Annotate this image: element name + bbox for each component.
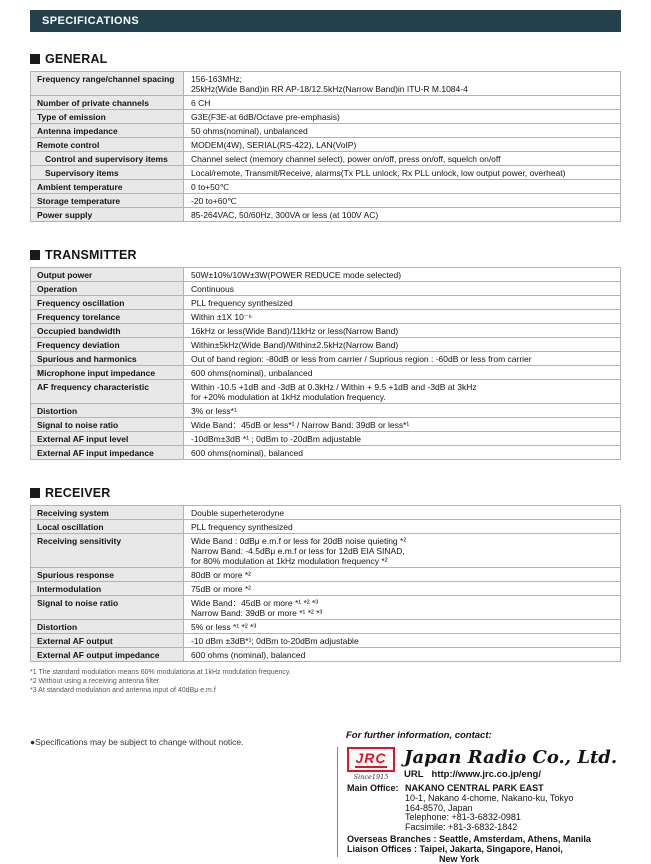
spec-label: Local oscillation xyxy=(31,520,184,533)
footnote-2: *2 Without using a receiving antenna filter xyxy=(30,678,160,685)
spec-row xyxy=(31,582,620,596)
spec-value: 16kHz or less(Wide Band)/11kHz or less(Narrow Band) xyxy=(191,326,399,336)
receiver-spec-table xyxy=(30,505,621,662)
office-line: 10-1, Nakano 4-chome, Nakano-ku, Tokyo xyxy=(405,792,574,803)
spec-row xyxy=(31,96,620,110)
spec-label: External AF output impedance xyxy=(31,648,184,661)
spec-value: MODEM(4W), SERIAL(RS-422), LAN(VoIP) xyxy=(191,140,357,150)
footnote-1: *1 The standard modulation means 60% modulationa at 1kHz modulation frequency. xyxy=(30,669,291,676)
spec-value: Wide Band : 0dBμ e.m.f or less for 20dB noise quieting *² Narrow Band: -4.5dBμ e.m.f or less for 12dB EIA SINAD, for 80% modulation at 1kHz modulation frequency *² xyxy=(191,536,407,566)
spec-value: 156-163MHz; 25kHz(Wide Band)in RR AP-18/12.5kHz(Narrow Band)in ITU-R M.1084-4 xyxy=(191,74,468,94)
spec-row xyxy=(31,138,620,152)
spec-row xyxy=(31,352,620,366)
spec-row xyxy=(31,110,620,124)
spec-value: Continuous xyxy=(191,284,235,294)
change-notice: ●Specifications may be subject to change without notice. xyxy=(30,737,244,747)
office-line: 164-8570, Japan xyxy=(405,802,473,813)
spec-row xyxy=(31,634,620,648)
company-url[interactable]: http://www.jrc.co.jp/eng/ xyxy=(431,769,541,780)
liaison-offices-cont: New York xyxy=(439,853,480,864)
spec-label: Signal to noise ratio xyxy=(31,596,184,619)
section-title xyxy=(30,248,621,262)
spec-value: 50W±10%/10W±3W(POWER REDUCE mode selected) xyxy=(191,270,402,280)
spec-label: External AF output xyxy=(31,634,184,647)
spec-row xyxy=(31,404,620,418)
spec-label: External AF input level xyxy=(31,432,184,445)
section-receiver xyxy=(30,486,621,662)
spec-row xyxy=(31,124,620,138)
spec-label: Spurious response xyxy=(31,568,184,581)
spec-label: AF frequency characteristic xyxy=(31,380,184,403)
spec-row xyxy=(31,152,620,166)
spec-row xyxy=(31,620,620,634)
spec-row xyxy=(31,432,620,446)
spec-label: Operation xyxy=(31,282,184,295)
spec-row xyxy=(31,596,620,620)
section-bullet-icon xyxy=(30,488,40,498)
logo-row xyxy=(347,747,637,781)
main-office-row xyxy=(347,784,637,833)
transmitter-spec-table xyxy=(30,267,621,460)
spec-label: Type of emission xyxy=(31,110,184,123)
logo-column xyxy=(347,747,397,781)
spec-value: 600 ohms (nominal), balanced xyxy=(191,650,306,660)
spec-label: Receiving system xyxy=(31,506,184,519)
spec-row xyxy=(31,180,620,194)
spec-content xyxy=(30,32,621,695)
spec-row xyxy=(31,324,620,338)
specifications-header xyxy=(30,10,621,32)
spec-label: Number of private channels xyxy=(31,96,184,109)
spec-label: Spurious and harmonics xyxy=(31,352,184,365)
spec-value: Local/remote, Transmit/Receive, alarms(Tx PLL unlock, Rx PLL unlock, low output power, overheat) xyxy=(191,168,566,178)
spec-row xyxy=(31,446,620,460)
spec-row xyxy=(31,208,620,222)
office-line: Facsimile: +81-3-6832-1842 xyxy=(405,822,518,833)
spec-row xyxy=(31,418,620,432)
footnote-3: *3 At standard modulation and antenna input of 40dBμ e.m.f xyxy=(30,687,216,694)
spec-value: 0 to+50℃ xyxy=(191,182,230,192)
company-name-column xyxy=(404,747,637,780)
jrc-since-label: Since1915 xyxy=(353,773,389,781)
spec-row xyxy=(31,296,620,310)
liaison-offices: Liaison Offices : Taipei, Jakarta, Singapore, Hanoi, xyxy=(347,843,563,854)
spec-label: Microphone input impedance xyxy=(31,366,184,379)
spec-value: 50 ohms(nominal), unbalanced xyxy=(191,126,308,136)
spec-value: Double superheterodyne xyxy=(191,508,285,518)
contact-heading: For further information, contact: xyxy=(346,730,492,741)
spec-value: Channel select (memory channel select), power on/off, press on/off, squelch on/off xyxy=(191,154,501,164)
section-title-text: GENERAL xyxy=(45,52,108,66)
spec-label: Control and supervisory items xyxy=(31,152,184,165)
spec-value: -10 dBm ±3dB*¹; 0dBm to-20dBm adjustable xyxy=(191,636,359,646)
spec-value: PLL frequency synthesized xyxy=(191,522,293,532)
spec-value: 600 ohms(nominal), balanced xyxy=(191,448,303,458)
spec-value: Within -10.5 +1dB and -3dB at 0.3kHz / Within + 9.5 +1dB and -3dB at 3kHz for +20% modulation at 1kHz modulation frequency. xyxy=(191,382,477,402)
spec-value: PLL frequency synthesized xyxy=(191,298,293,308)
section-title xyxy=(30,52,621,66)
spec-value: 75dB or more *² xyxy=(191,584,251,594)
spec-label: Frequency oscillation xyxy=(31,296,184,309)
spec-label: Distortion xyxy=(31,620,184,633)
url-label: URL xyxy=(404,769,424,780)
spec-label: Output power xyxy=(31,268,184,281)
spec-row xyxy=(31,194,620,208)
section-title-text: RECEIVER xyxy=(45,486,111,500)
spec-value: 85-264VAC, 50/60Hz, 300VA or less (at 100V AC) xyxy=(191,210,379,220)
spec-value: 6 CH xyxy=(191,98,211,108)
spec-value: 600 ohms(nominal), unbalanced xyxy=(191,368,313,378)
spec-label: Antenna impedance xyxy=(31,124,184,137)
office-line: NAKANO CENTRAL PARK EAST xyxy=(405,783,544,793)
spec-label: Ambient temperature xyxy=(31,180,184,193)
spec-label: Storage temperature xyxy=(31,194,184,207)
spec-row xyxy=(31,380,620,404)
spec-value: -20 to+60℃ xyxy=(191,196,237,206)
main-office-lines xyxy=(405,784,637,833)
spec-row xyxy=(31,166,620,180)
spec-row xyxy=(31,366,620,380)
spec-value: 5% or less *¹ *² *³ xyxy=(191,622,257,632)
spec-row xyxy=(31,72,620,96)
section-general xyxy=(30,52,621,222)
spec-label: Distortion xyxy=(31,404,184,417)
spec-value: -10dBm±3dB *¹ ; 0dBm to -20dBm adjustable xyxy=(191,434,362,444)
spec-label: External AF input impedance xyxy=(31,446,184,459)
section-bullet-icon xyxy=(30,54,40,64)
section-title xyxy=(30,486,621,500)
url-line xyxy=(404,769,637,780)
main-office-label: Main Office: xyxy=(347,783,399,793)
spec-label: Signal to noise ratio xyxy=(31,418,184,431)
spec-row xyxy=(31,520,620,534)
section-bullet-icon xyxy=(30,250,40,260)
header-title: SPECIFICATIONS xyxy=(42,15,140,27)
contact-block xyxy=(337,747,637,864)
spec-label: Power supply xyxy=(31,208,184,221)
section-title-text: TRANSMITTER xyxy=(45,248,137,262)
spec-label: Occupied bandwidth xyxy=(31,324,184,337)
spec-value: Within±5kHz(Wide Band)/Within±2.5kHz(Narrow Band) xyxy=(191,340,399,350)
spec-value: Wide Band：45dB or less*¹ / Narrow Band: 39dB or less*¹ xyxy=(191,420,410,430)
spec-label: Frequency torelance xyxy=(31,310,184,323)
footnotes xyxy=(30,668,621,695)
spec-label: Frequency range/channel spacing xyxy=(31,72,184,95)
section-transmitter xyxy=(30,248,621,460)
spec-value: Wide Band：45dB or more *¹ *² *³ Narrow Band: 39dB or more *¹ *² *³ xyxy=(191,598,323,618)
spec-row xyxy=(31,268,620,282)
spec-row xyxy=(31,338,620,352)
spec-label: Receiving sensitivity xyxy=(31,534,184,567)
overseas-branches: Overseas Branches : Seattle, Amsterdam, Athens, Manila xyxy=(347,833,591,844)
spec-row xyxy=(31,568,620,582)
jrc-logo xyxy=(347,747,395,772)
company-name: Japan Radio Co., Ltd. xyxy=(404,747,618,768)
spec-value: 80dB or more *² xyxy=(191,570,251,580)
spec-row xyxy=(31,506,620,520)
spec-label: Frequency deviation xyxy=(31,338,184,351)
office-line: Telephone: +81-3-6832-0981 xyxy=(405,812,521,823)
spec-row xyxy=(31,282,620,296)
spec-value: G3E(F3E-at 6dB/Octave pre-emphasis) xyxy=(191,112,340,122)
spec-row xyxy=(31,310,620,324)
jrc-logo-text: JRC xyxy=(355,750,387,766)
general-spec-table xyxy=(30,71,621,222)
spec-label: Remote control xyxy=(31,138,184,151)
spec-row xyxy=(31,648,620,662)
spec-value: Within ±1X 10⁻⁶ xyxy=(191,312,252,322)
spec-row xyxy=(31,534,620,568)
spec-value: Out of band region: -80dB or less from carrier / Suprious region : -60dB or less from carrier xyxy=(191,354,532,364)
spec-label: Intermodulation xyxy=(31,582,184,595)
spec-label: Supervisory items xyxy=(31,166,184,179)
spec-value: 3% or less*¹ xyxy=(191,406,237,416)
